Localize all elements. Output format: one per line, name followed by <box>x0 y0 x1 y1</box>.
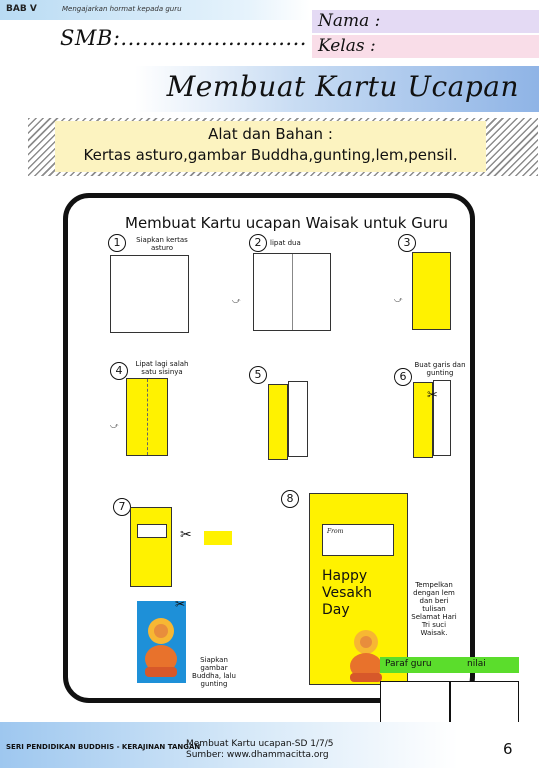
step-caption-6: Buat garis dan gunting <box>414 361 466 377</box>
materials-list: Kertas asturo,gambar Buddha,gunting,lem,pensil. <box>83 146 458 164</box>
scissors-icon: ✂ <box>175 597 186 611</box>
step-number-2: 2 <box>249 234 267 252</box>
buddha-picture <box>137 597 186 683</box>
chapter-subtitle: Mengajarkan hormat kepada guru <box>62 5 182 13</box>
page-number: 6 <box>503 740 513 758</box>
materials-box <box>55 121 486 172</box>
cut-window-piece-illustration <box>204 531 232 545</box>
paraf-label: Paraf guru <box>385 659 432 669</box>
kelas-field <box>312 35 539 58</box>
step-number-5: 5 <box>249 366 267 384</box>
source-link: Sumber: www.dhammacitta.org <box>186 750 329 760</box>
materials-heading: Alat dan Bahan : <box>208 125 333 143</box>
buddha-image-icon <box>344 628 388 684</box>
instruction-title: Membuat Kartu ucapan Waisak untuk Guru <box>125 214 449 232</box>
step5-white-fold-illustration <box>288 381 308 457</box>
step-number-8: 8 <box>281 490 299 508</box>
final-card-note: Tempelkan dengan lem dan beri tulisan Selamat Hari Tri suci Waisak. <box>411 581 457 637</box>
step3-yellow-card-illustration <box>412 252 451 330</box>
nama-field <box>312 10 539 33</box>
step4-yellow-card-illustration <box>126 378 168 456</box>
grading-header <box>380 657 519 673</box>
step-number-1: 1 <box>108 234 126 252</box>
buddha-caption: Siapkan gambar Buddha, lalu gunting <box>192 656 236 688</box>
chapter-label: BAB V <box>6 4 37 14</box>
nama-label: Nama : <box>318 11 381 31</box>
step-number-3: 3 <box>398 234 416 252</box>
scissors-icon: ✂ <box>427 388 438 403</box>
nilai-label: nilai <box>467 659 486 669</box>
step2-folded-paper-illustration <box>253 253 331 331</box>
step-caption-2: lipat dua <box>270 239 301 247</box>
fold-arrow-icon: ⤻ <box>232 296 241 305</box>
step1-paper-illustration <box>110 255 189 333</box>
fold-arrow-icon: ⤻ <box>394 295 403 304</box>
step-number-6: 6 <box>394 368 412 386</box>
kelas-label: Kelas : <box>318 36 376 56</box>
step-number-7: 7 <box>113 498 131 516</box>
smb-field: SMB:.......................... <box>60 26 307 50</box>
step-number-4: 4 <box>110 362 128 380</box>
fold-arrow-icon: ⤻ <box>110 421 119 430</box>
greeting-text: Happy Vesakh Day <box>322 568 372 618</box>
buddha-image-icon <box>137 601 186 683</box>
from-label: From <box>327 528 344 535</box>
step5-yellow-fold-illustration <box>268 384 288 460</box>
step-caption-1: Siapkan kertas asturo <box>136 236 188 252</box>
step7-yellow-card-illustration <box>130 507 172 587</box>
series-title: SERI PENDIDIKAN BUDDHIS - KERAJINAN TANGAN <box>6 743 201 751</box>
doc-code: Membuat Kartu ucapan-SD 1/7/5 <box>186 739 334 749</box>
page-title: Membuat Kartu Ucapan <box>166 70 519 103</box>
scissors-icon: ✂ <box>180 527 192 543</box>
step-caption-4: Lipat lagi salah satu sisinya <box>135 360 189 376</box>
